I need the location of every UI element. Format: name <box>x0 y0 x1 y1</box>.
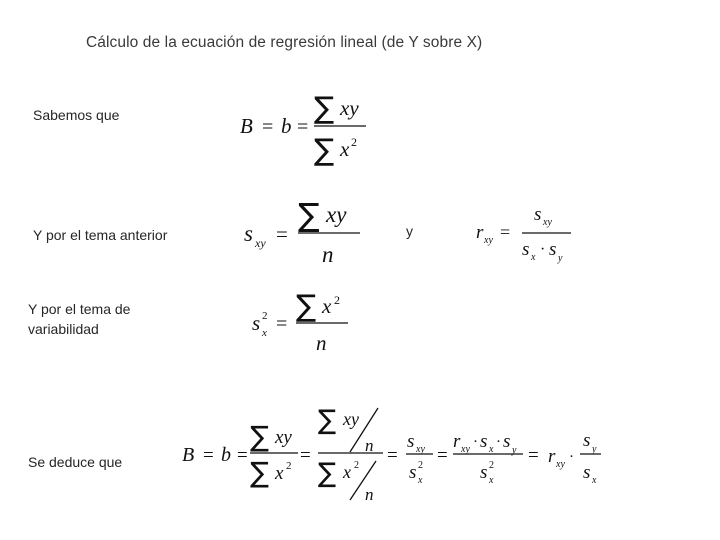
svg-text:n: n <box>316 331 327 355</box>
svg-text:xy: xy <box>255 236 266 250</box>
svg-text:b: b <box>221 444 231 466</box>
svg-text:·: · <box>569 449 574 465</box>
svg-text:xy: xy <box>461 444 470 455</box>
svg-text:s: s <box>244 221 253 246</box>
svg-text:∑: ∑ <box>250 456 269 489</box>
svg-text:s: s <box>522 239 530 260</box>
svg-text:=: = <box>500 222 511 242</box>
svg-text:r: r <box>476 222 484 243</box>
svg-text:2: 2 <box>351 135 357 149</box>
svg-text:x: x <box>275 463 284 484</box>
svg-text:=: = <box>528 445 539 466</box>
svg-text:n: n <box>322 242 334 267</box>
svg-text:s: s <box>583 430 591 451</box>
svg-text:y: y <box>558 253 563 264</box>
svg-text:∑: ∑ <box>296 289 317 324</box>
svg-text:x: x <box>592 475 597 486</box>
svg-text:s: s <box>252 311 261 335</box>
svg-text:∑: ∑ <box>314 91 335 126</box>
svg-text:B: B <box>240 114 253 138</box>
svg-text:y: y <box>512 445 517 456</box>
svg-text:xy: xy <box>556 459 565 470</box>
svg-text:xy: xy <box>416 444 425 455</box>
svg-text:b: b <box>281 114 292 138</box>
svg-text:=: = <box>203 445 214 466</box>
svg-text:2: 2 <box>418 460 423 471</box>
svg-text:x: x <box>489 444 494 455</box>
label-tema-anterior: Y por el tema anterior <box>33 227 168 243</box>
formula-correlation <box>474 200 584 268</box>
svg-text:xy: xy <box>343 409 359 429</box>
svg-text:B: B <box>182 444 195 466</box>
svg-text:·: · <box>540 241 546 258</box>
svg-text:s: s <box>480 462 488 483</box>
svg-text:2: 2 <box>286 460 292 472</box>
svg-text:xy: xy <box>275 427 292 448</box>
svg-text:=: = <box>300 445 311 466</box>
svg-text:∑: ∑ <box>318 405 337 436</box>
svg-text:2: 2 <box>262 310 268 322</box>
svg-text:x: x <box>418 475 423 486</box>
svg-text:=: = <box>237 445 248 466</box>
svg-text:2: 2 <box>489 460 494 471</box>
svg-text:x: x <box>489 475 494 486</box>
formula-variance <box>248 286 358 356</box>
formula-covariance <box>240 192 380 272</box>
page-title: Cálculo de la ecuación de regresión lineal (de Y sobre X) <box>86 34 483 51</box>
svg-text:·: · <box>496 434 501 450</box>
svg-text:x: x <box>343 462 351 482</box>
svg-text:∑: ∑ <box>298 196 320 234</box>
svg-text:s: s <box>407 431 415 452</box>
label-variabilidad-line2: variabilidad <box>28 321 99 337</box>
svg-text:·: · <box>473 434 478 450</box>
svg-text:2: 2 <box>354 460 359 471</box>
svg-text:s: s <box>534 204 542 225</box>
svg-text:x: x <box>340 137 350 161</box>
svg-text:=: = <box>387 445 398 466</box>
svg-text:∑: ∑ <box>314 133 335 168</box>
svg-text:x: x <box>262 327 267 339</box>
svg-text:xy: xy <box>484 235 493 246</box>
svg-text:∑: ∑ <box>250 420 269 453</box>
svg-text:r: r <box>548 446 556 467</box>
label-y-connector: y <box>406 223 413 239</box>
svg-text:x: x <box>531 252 536 263</box>
svg-text:n: n <box>365 485 374 504</box>
svg-text:s: s <box>549 239 557 260</box>
svg-text:s: s <box>503 431 511 452</box>
label-variabilidad-line1: Y por el tema de <box>28 301 131 317</box>
svg-text:=: = <box>437 445 448 466</box>
svg-text:s: s <box>583 462 591 483</box>
svg-text:s: s <box>480 431 488 452</box>
formula-deduction <box>180 402 610 512</box>
svg-text:n: n <box>365 436 374 455</box>
svg-text:xy: xy <box>543 217 552 228</box>
svg-text:xy: xy <box>340 96 359 120</box>
svg-text:=: = <box>276 313 288 335</box>
svg-text:=: = <box>276 222 288 246</box>
svg-text:r: r <box>453 431 461 452</box>
label-deduce: Se deduce que <box>28 454 123 470</box>
svg-text:2: 2 <box>334 293 340 307</box>
svg-text:x: x <box>322 294 332 318</box>
formula-slope <box>236 88 376 168</box>
svg-text:s: s <box>409 462 417 483</box>
svg-text:∑: ∑ <box>318 458 337 489</box>
svg-text:=: = <box>297 116 309 138</box>
label-sabemos: Sabemos que <box>33 107 120 123</box>
svg-text:=: = <box>262 116 274 138</box>
svg-text:y: y <box>592 444 597 455</box>
svg-text:xy: xy <box>326 202 347 227</box>
